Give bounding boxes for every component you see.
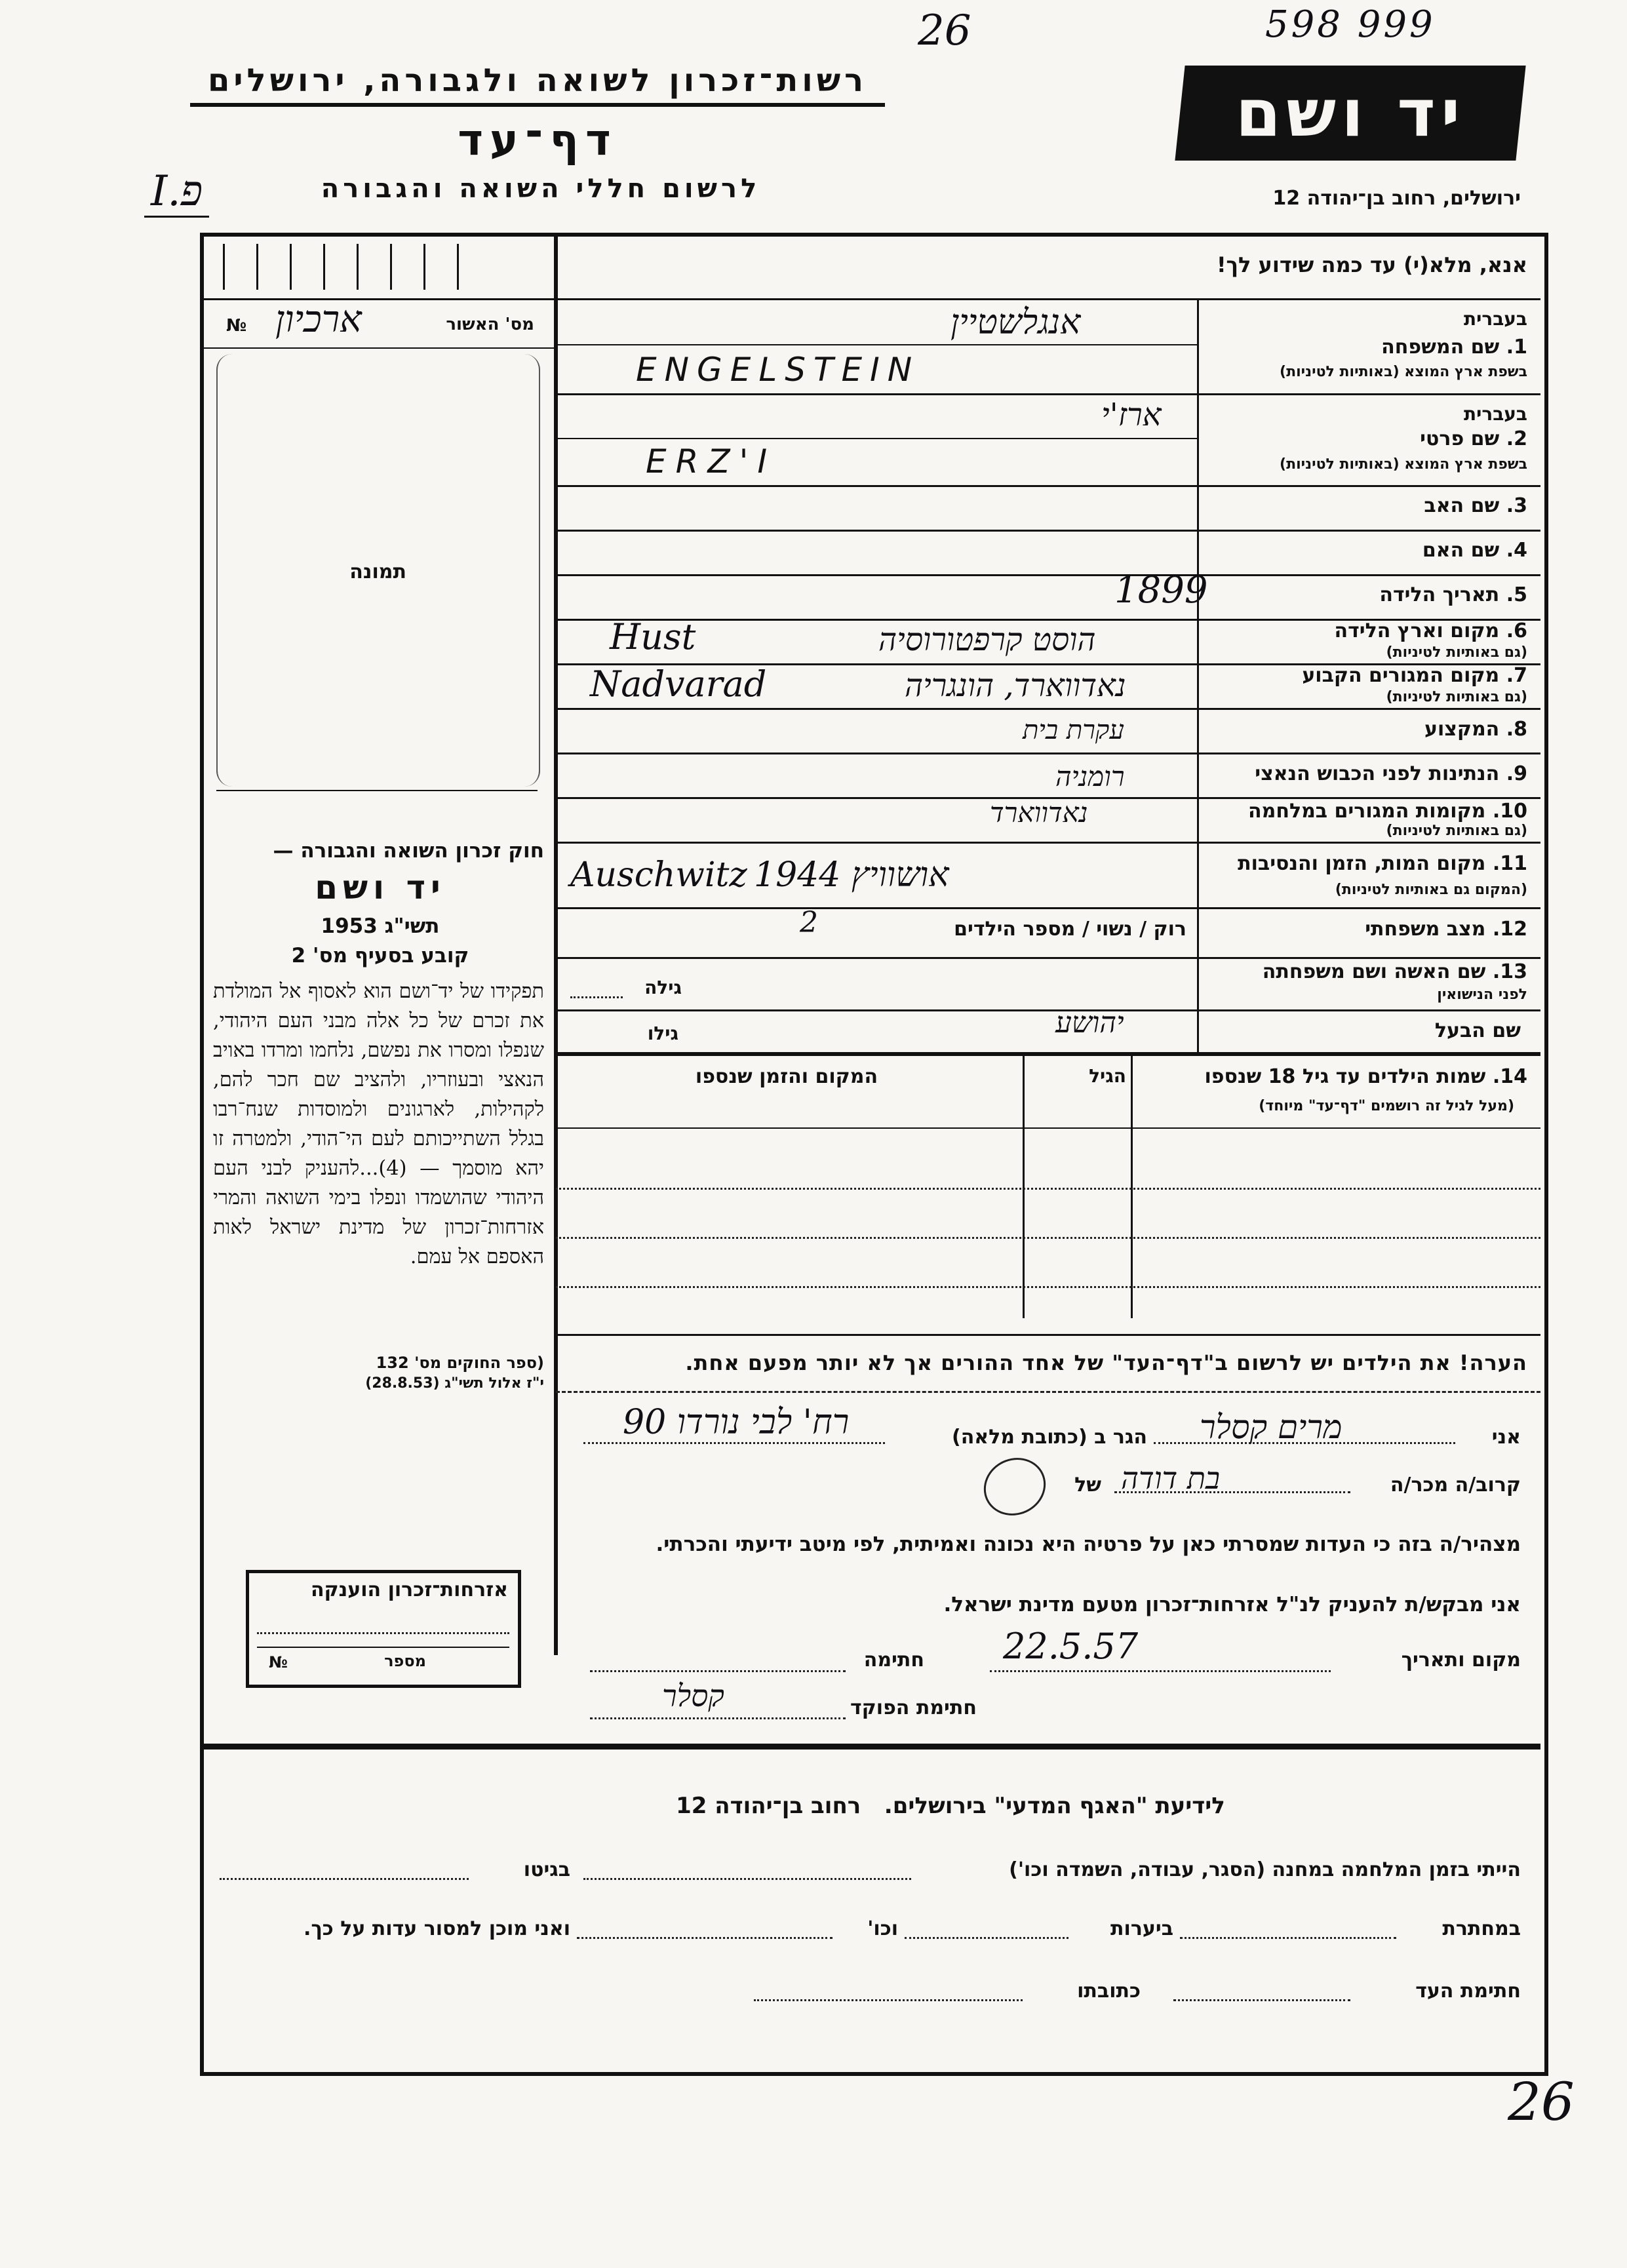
decl-place-date[interactable]: 22.5.57 (1003, 1626, 1139, 1667)
research-line2-b: ביערות (1110, 1917, 1173, 1940)
field-2-sub: בשפת ארץ המוצא (באותיות לטיניות) (1280, 456, 1527, 473)
field-11-name: מקום המות, הזמן והנסיבות (1238, 852, 1486, 875)
husband-label: שם הבעל (1434, 1019, 1521, 1042)
field-1-sub: בשפת ארץ המוצא (באותיות לטיניות) (1280, 364, 1527, 380)
children-col-place: המקום והזמן שנספו (695, 1065, 878, 1088)
research-line3-a: חתימת העד (1415, 1980, 1521, 2003)
note-text: הערה! את הילדים יש לרשום ב"דף־העד" של אחד ההורים אך לא יותר מפעם אחת. (685, 1350, 1527, 1375)
field-12-name: מצב משפחתי (1365, 918, 1486, 941)
decl-place-date-line (990, 1670, 1331, 1672)
field-5-name: תאריך הלידה (1379, 583, 1500, 606)
field-11-value-lat[interactable]: Auschwitz (570, 855, 747, 895)
field-1-name: שם המשפחה (1381, 336, 1500, 359)
law-title: חוק זכרון השואה והגבורה — (273, 839, 544, 863)
law-text: תפקידו של יד־ושם הוא לאסוף אל המולדת את זכרם של כל אלה מבני העם היהודי, שנפלו ומסרו את נפשם, נלחמו ומרדו באויב הנאצי ובעוזריו, ולהציב שם חכר להם, לקהילות, לארגונים ולמוסדות שנח־רבו בגלל השתייכותם לעם הי־הודי, ולמטרה זו יהא מוסמך — (4)...להעניק לבני העם היהודי שהושמדו ונפלו בימי השואה והמרי אזרחות־זכרון של מדינת ישראל לאות האספם אל עמם. (213, 980, 545, 1268)
bottom-page-number: 26 (1508, 2071, 1575, 2132)
field-13-name: שם האשה ושם משפחתה (1262, 960, 1486, 983)
field-8-value[interactable]: עקרת בית (1023, 715, 1124, 745)
decl-name[interactable]: מרים קסלר (1200, 1408, 1343, 1446)
research-line3-blank-1[interactable] (1173, 1999, 1350, 2001)
husband-age-label: גילו (647, 1023, 678, 1044)
law-source: (ספר החוקים מס' 132 (376, 1354, 544, 1372)
field-2-label (1200, 427, 1527, 450)
decl-statement: מצהיר/ה בזה כי העדות שמסרתי כאן על פרטיה היא נכונה ואמיתית, לפי מיטב ידיעתי והכרתי. (656, 1533, 1521, 1556)
logo-text: יד ושם (1235, 75, 1466, 151)
children-number: 14. (1492, 1065, 1527, 1088)
decl-request: אני מבקש/ת להעניק לנ"ל אזרחות־זכרון מטעם מדינת ישראל. (943, 1593, 1521, 1616)
field-6-sub: (גם באותיות לטיניות) (1386, 644, 1527, 661)
research-line3-blank-2[interactable] (754, 1999, 1023, 2001)
left-column-border (554, 233, 558, 1655)
research-heading: לידיעת "האגף המדעי" בירושלים. (884, 1793, 1225, 1819)
field-13-number: 13. (1492, 960, 1527, 983)
husband-value[interactable]: יהושע (1055, 1006, 1124, 1040)
decl-relation-line (1114, 1491, 1350, 1493)
research-line2-a: במחתרת (1442, 1917, 1521, 1940)
citizenship-box (246, 1570, 521, 1688)
field-8-label (1200, 718, 1527, 741)
law-section: קובע בסעיף מס' 2 (291, 944, 469, 968)
approval-no-symbol: № (226, 316, 247, 336)
field-12-options: רוק / נשוי / מספר הילדים (954, 918, 1186, 941)
archive-number: 598 999 (1265, 3, 1436, 46)
approval-no-label: מס' האשור (446, 315, 534, 334)
law-name: יד ושם (315, 869, 446, 907)
research-line2-blank-1[interactable] (1180, 1937, 1396, 1939)
field-7-label (1200, 664, 1527, 687)
intro-text: אנא, מלא(י) עד כמה שידוע לך! (1216, 252, 1527, 277)
field-11-label (1200, 852, 1527, 875)
research-line2-blank-2[interactable] (905, 1937, 1068, 1939)
field-12-label (1200, 918, 1527, 941)
field-7-sub: (גם באותיות לטיניות) (1386, 689, 1527, 705)
children-label (1134, 1065, 1527, 1088)
children-sub: (מעל לגיל זה רושמים "דף־עד" מיוחד) (1259, 1098, 1514, 1114)
decl-resides-label: הגר ב (כתובת מלאה) (951, 1426, 1147, 1449)
research-line3-b: כתובתו (1077, 1980, 1141, 2003)
field-4-number: 4. (1506, 539, 1527, 562)
field-8-number: 8. (1506, 718, 1527, 741)
decl-relation[interactable]: בת דודה (1121, 1460, 1221, 1496)
field-11-value-he[interactable]: אושוויץ 1944 (754, 855, 949, 895)
field-6-label (1200, 619, 1527, 642)
citizenship-title: אזרחות־זכרון הוענקה (310, 1578, 508, 1601)
field-13-label (1200, 960, 1527, 983)
field-10-label (1200, 800, 1527, 823)
field-2-number: 2. (1506, 427, 1527, 450)
field-1-number: 1. (1506, 336, 1527, 359)
decl-relation-label: קרוב/ה מכר/ה (1390, 1474, 1521, 1496)
tick-strip (223, 244, 551, 296)
field-13-sub: לפני הנישואין (1437, 987, 1527, 1003)
law-source-date: י"ז אלול תשי"ג (28.8.53) (365, 1375, 544, 1392)
law-year: תשי"ג 1953 (321, 914, 440, 938)
field-3-number: 3. (1506, 494, 1527, 517)
field-7-value-lat[interactable]: Nadvarad (590, 663, 767, 705)
field-1-hebrew-tag: בעברית (1463, 308, 1527, 330)
decl-address-line (583, 1442, 885, 1444)
approval-scribble: ארכיון (275, 298, 362, 341)
field-6-name: מקום וארץ הלידה (1334, 619, 1500, 642)
decl-officer-line (590, 1717, 846, 1719)
research-line1-a: הייתי בזמן המלחמה במחנה (הסגר, עבודה, השמדה וכו') (1009, 1858, 1521, 1881)
field-11-number: 11. (1492, 852, 1527, 875)
field-4-label (1200, 539, 1527, 562)
field-5-number: 5. (1506, 583, 1527, 606)
field-5-value[interactable]: 1899 (1114, 569, 1208, 612)
photo-label: תמונה (349, 560, 406, 583)
research-line1-blank-2[interactable] (220, 1878, 469, 1880)
label-column-border (1197, 298, 1199, 1052)
field-13-age-line[interactable] (570, 996, 623, 998)
field-4-name: שם האם (1422, 539, 1500, 562)
research-line2-c: וכו' (867, 1917, 898, 1940)
field-9-number: 9. (1506, 762, 1527, 785)
decl-signature-label: חתימה (863, 1649, 924, 1672)
field-6-value-he[interactable]: הוסט קרפטורוסיה (878, 621, 1096, 658)
logo-block (1175, 66, 1525, 161)
field-12-number: 12. (1492, 918, 1527, 941)
field-3-label (1200, 494, 1527, 517)
decl-i-label: אני (1491, 1426, 1521, 1449)
authority-name: רשות־זכרון לשואה ולגבורה, ירושלים (190, 62, 885, 107)
field-10-name: מקומות המגורים במלחמה (1248, 800, 1486, 823)
field-3-name: שם האב (1424, 494, 1500, 517)
decl-signature-line (590, 1670, 846, 1672)
form-title: דף־עד (458, 115, 617, 165)
decl-address[interactable]: רח' לבי נורדו 90 (623, 1403, 850, 1442)
decl-of-label: של (1074, 1474, 1101, 1496)
form-subtitle: לרשום חללי השואה והגבורה (321, 174, 761, 204)
children-title: שמות הילדים עד גיל 18 שנספו (1204, 1065, 1486, 1088)
field-10-value[interactable]: נאדווארד (990, 796, 1088, 829)
field-10-sub: (גם באותיות לטיניות) (1386, 823, 1527, 839)
research-heading-line (603, 1793, 1298, 1819)
field-7-value-he[interactable]: נאדווארד, הונגריה (905, 667, 1126, 704)
field-8-name: המקצוע (1424, 718, 1500, 741)
research-line1-blank-1[interactable] (583, 1878, 911, 1880)
citizenship-number-label: מספר (384, 1652, 426, 1670)
field-10-number: 10. (1492, 800, 1527, 823)
field-6-number: 6. (1506, 619, 1527, 642)
field-2-name: שם פרטי (1420, 427, 1500, 450)
decl-signature[interactable]: קסלר (662, 1678, 724, 1713)
field-6-value-lat[interactable]: Hust (610, 616, 696, 657)
field-1-value-lat[interactable]: ENGELSTEIN (636, 351, 920, 389)
research-line2-blank-3[interactable] (577, 1937, 833, 1939)
citizenship-number-symbol: № (269, 1653, 288, 1672)
research-address: רחוב בן־יהודה 12 (676, 1793, 861, 1819)
page-number-top: 26 (918, 7, 971, 55)
field-1-label (1200, 336, 1527, 359)
field-12-children[interactable]: 2 (800, 906, 818, 939)
field-9-label (1200, 762, 1527, 785)
address: ירושלים, רחוב בן־יהודה 12 (1272, 187, 1521, 210)
field-2-value-he[interactable]: ארז'י (1101, 397, 1162, 433)
decl-place-date-label: מקום ותאריך (1401, 1649, 1521, 1672)
research-line1-b: בגיטו (523, 1858, 570, 1881)
field-9-value[interactable]: רומניה (1055, 760, 1125, 792)
field-5-label (1200, 583, 1527, 606)
field-2-value-lat[interactable]: ERZ'I (646, 442, 777, 480)
field-11-sub: (המקום גם באותיות לטיניות) (1335, 882, 1527, 898)
children-col-age: הגיל (1089, 1065, 1126, 1087)
research-line2-d: ואני מוכן למסור עדות על כך. (304, 1917, 570, 1940)
field-7-name: מקום המגורים הקבוע (1302, 664, 1500, 687)
field-9-name: הנתינות לפני הכבוש הנאצי (1255, 762, 1500, 785)
field-13-age-label: גילה (644, 977, 682, 998)
field-1-value-he[interactable]: אנגלשטיין (951, 303, 1081, 342)
margin-mark: I.פ (144, 167, 209, 218)
decl-officer-signature-label: חתימת הפוקד (850, 1696, 977, 1719)
field-7-number: 7. (1506, 664, 1527, 687)
field-2-hebrew-tag: בעברית (1463, 403, 1527, 425)
